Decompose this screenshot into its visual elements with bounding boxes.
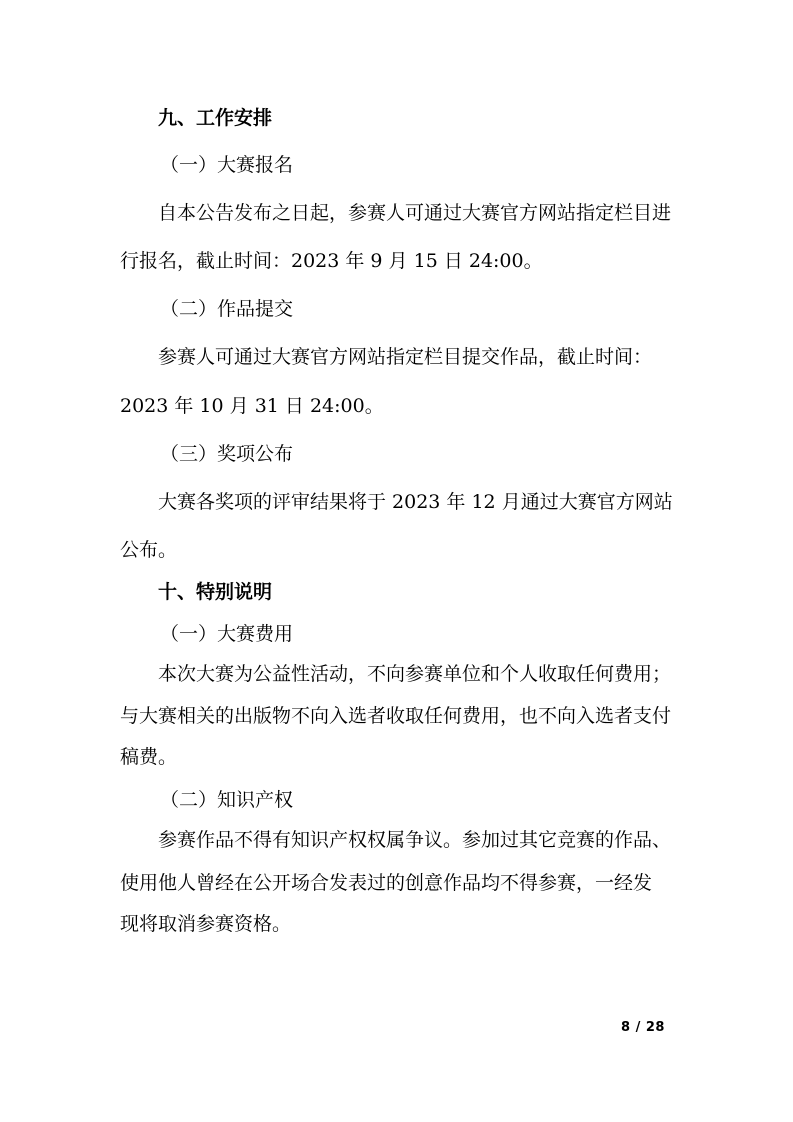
- section-10-sub1-line3: 稿费。: [120, 746, 178, 768]
- section-9-sub2-title: （二）作品提交: [160, 298, 294, 320]
- section-9-sub2-line1: 参赛人可通过大赛官方网站指定栏目提交作品，截止时间：: [158, 346, 653, 368]
- section-10-heading: 十、特别说明: [158, 581, 273, 603]
- page-number: 8 / 28: [621, 1020, 665, 1035]
- section-9-sub2-line2: 2023 年 10 月 31 日 24:00。: [120, 395, 384, 417]
- section-9-sub3-title: （三）奖项公布: [160, 443, 294, 465]
- section-9-sub1-line2: 行报名，截止时间：2023 年 9 月 15 日 24:00。: [120, 250, 543, 272]
- section-10-sub1-title: （一）大赛费用: [160, 623, 294, 645]
- section-9-sub3-line1: 大赛各奖项的评审结果将于 2023 年 12 月通过大赛官方网站: [158, 491, 673, 513]
- section-10-sub2-line3: 现将取消参赛资格。: [120, 913, 292, 935]
- section-10-sub2-line1: 参赛作品不得有知识产权权属争议。参加过其它竞赛的作品、: [158, 829, 672, 851]
- section-10-sub2-line2: 使用他人曾经在公开场合发表过的创意作品均不得参赛，一经发: [120, 872, 653, 894]
- section-9-heading: 九、工作安排: [158, 107, 273, 129]
- section-9-sub1-title: （一）大赛报名: [160, 154, 294, 176]
- section-9-sub1-line1: 自本公告发布之日起，参赛人可通过大赛官方网站指定栏目进: [158, 202, 672, 224]
- section-10-sub1-line2: 与大赛相关的出版物不向入选者收取任何费用，也不向入选者支付: [120, 705, 672, 727]
- section-10-sub1-line1: 本次大赛为公益性活动，不向参赛单位和个人收取任何费用；: [158, 663, 672, 685]
- section-10-sub2-title: （二）知识产权: [160, 789, 294, 811]
- section-9-sub3-line2: 公布。: [120, 539, 178, 561]
